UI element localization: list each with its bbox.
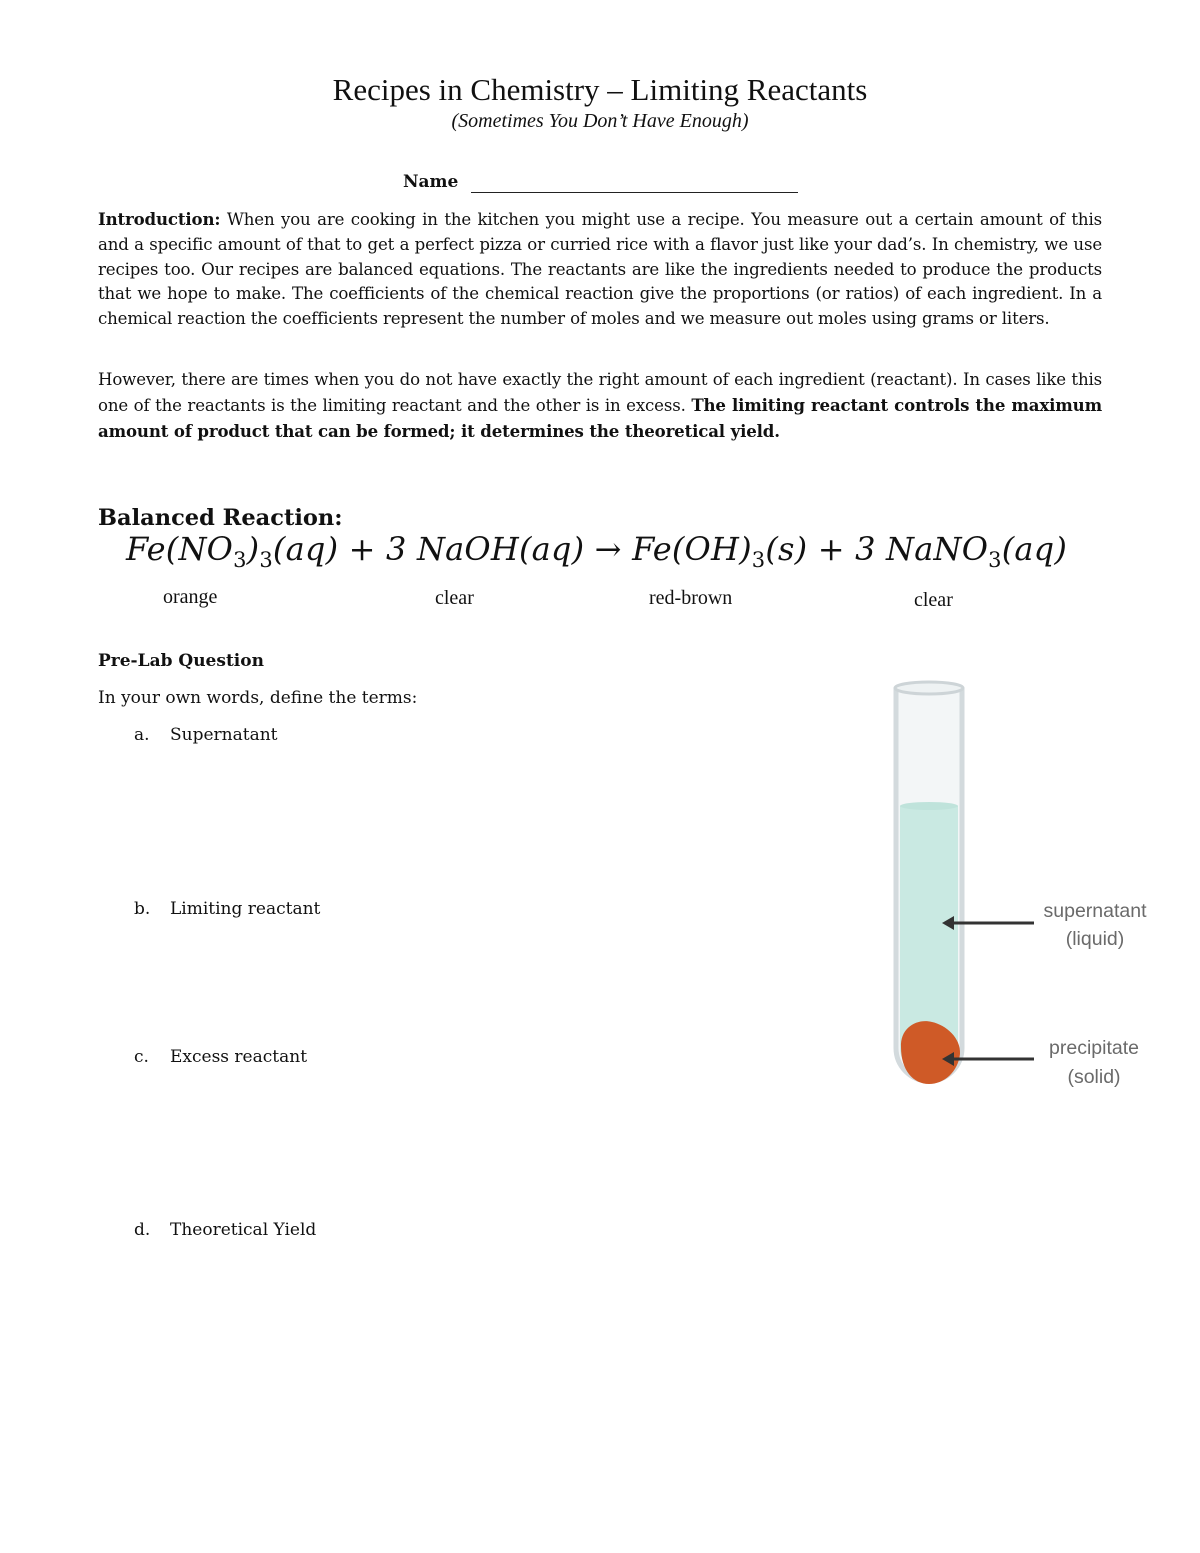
supernatant-sublabel: (liquid) bbox=[1065, 928, 1125, 950]
eq-part: (aq) + 3 bbox=[272, 530, 417, 568]
balanced-reaction-heading: Balanced Reaction: bbox=[98, 505, 343, 531]
introduction-lead: Introduction: bbox=[98, 209, 221, 229]
color-label-orange: orange bbox=[163, 586, 218, 608]
prelab-heading: Pre-Lab Question bbox=[98, 651, 264, 671]
list-marker: b. bbox=[134, 899, 151, 919]
name-label: Name bbox=[403, 172, 459, 192]
prelab-instructions: In your own words, define the terms: bbox=[98, 688, 418, 708]
limiting-bold-statement: The limiting reactant controls the maximum amount of product that can be formed; it determines the theoretical yield. bbox=[98, 394, 1102, 441]
list-item bbox=[134, 899, 320, 919]
term-label: Limiting reactant bbox=[170, 899, 321, 919]
eq-part: ) bbox=[246, 530, 260, 568]
eq-subscript: 3 bbox=[988, 548, 1002, 572]
eq-subscript: 3 bbox=[259, 548, 273, 572]
product-sodium-nitrate bbox=[886, 530, 1068, 572]
supernatant-label: supernatant bbox=[1043, 900, 1147, 922]
name-field[interactable] bbox=[471, 192, 798, 193]
limiting-reactant-paragraph bbox=[98, 368, 1102, 444]
term-label: Theoretical Yield bbox=[170, 1220, 317, 1240]
color-label-clear: clear bbox=[914, 589, 953, 611]
term-label: Supernatant bbox=[170, 725, 278, 745]
liquid-surface bbox=[900, 802, 958, 810]
eq-part: NaNO bbox=[886, 530, 989, 568]
list-marker: a. bbox=[134, 725, 150, 745]
list-item bbox=[134, 1220, 316, 1240]
product-iron-hydroxide bbox=[632, 530, 887, 572]
limiting-text: However, there are times when you do not have exactly the right amount of each ingredient (reactant). In cases like this one of the reactants is the limiting reactant and the other is in excess. bbox=[98, 370, 1102, 415]
list-marker: d. bbox=[134, 1220, 151, 1240]
list-marker: c. bbox=[134, 1047, 149, 1067]
eq-subscript: 3 bbox=[751, 548, 766, 572]
page-subtitle: (Sometimes You Don’t Have Enough) bbox=[451, 110, 749, 132]
eq-part: Fe(OH) bbox=[632, 530, 752, 568]
test-tube-rim bbox=[895, 682, 963, 694]
chemical-equation bbox=[126, 530, 1067, 572]
eq-part: Fe(NO bbox=[126, 530, 234, 568]
precipitate-label: precipitate bbox=[1049, 1037, 1139, 1059]
introduction-text: When you are cooking in the kitchen you might use a recipe. You measure out a certain amount of this and a specific amount of that to get a perfect pizza or curried rice with a flavor just like your dad’s. In chemistry, we use recipes too. Our recipes are balanced equations. The reactants are like the ingredients needed to produce the products that we hope to make. The coefficients of the chemical reaction give the proportions (or ratios) of each ingredient. In a chemical reaction the coefficients represent the number of moles and we measure out moles using grams or liters. bbox=[98, 210, 1102, 329]
eq-part: (s) + 3 bbox=[765, 530, 887, 568]
color-label-clear: clear bbox=[435, 587, 474, 609]
eq-part: (aq) bbox=[1001, 530, 1068, 568]
reactant-sodium-hydroxide: NaOH(aq) → bbox=[416, 530, 633, 568]
eq-subscript: 3 bbox=[233, 548, 247, 572]
page-title: Recipes in Chemistry – Limiting Reactants bbox=[332, 72, 868, 107]
list-item bbox=[134, 1047, 307, 1067]
term-label: Excess reactant bbox=[170, 1047, 308, 1067]
reactant-iron-nitrate bbox=[126, 530, 417, 572]
color-label-red-brown: red-brown bbox=[649, 587, 733, 609]
introduction-paragraph bbox=[98, 207, 1102, 332]
test-tube-figure bbox=[880, 672, 1180, 1112]
precipitate-sublabel: (solid) bbox=[1067, 1066, 1121, 1088]
list-item bbox=[134, 725, 278, 745]
